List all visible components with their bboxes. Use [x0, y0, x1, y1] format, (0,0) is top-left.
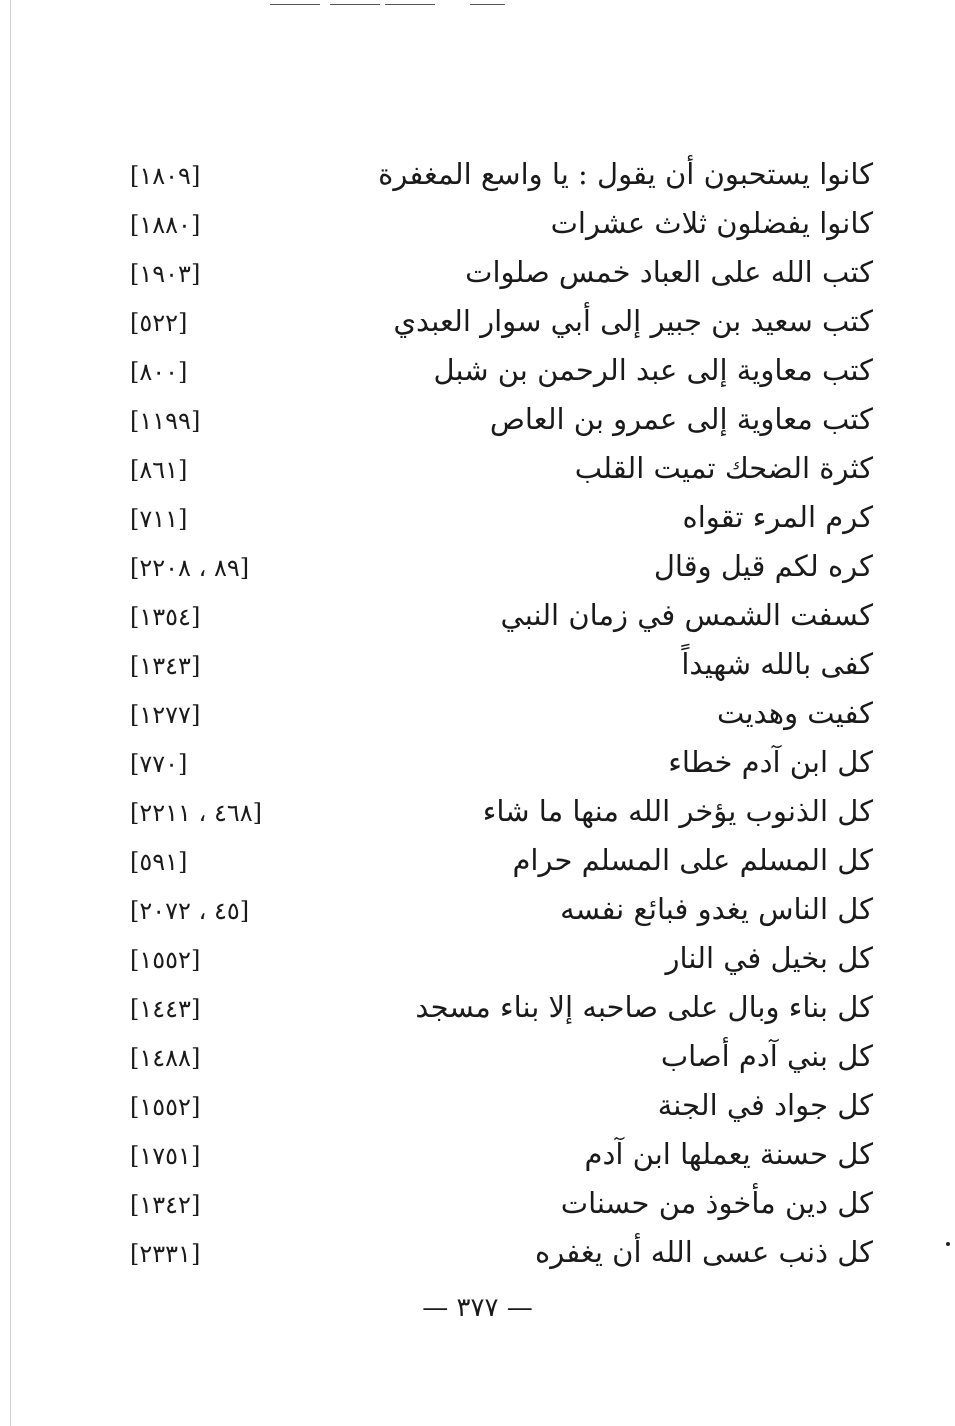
entry-text: كفيت وهديت [717, 696, 873, 730]
entry-text: كرم المرء تقواه [682, 500, 873, 534]
entry-reference: [١٤٨٨] [130, 1044, 201, 1072]
index-entry [0, 787, 955, 835]
entry-reference: [١٧٥١] [130, 1142, 201, 1170]
entry-reference: [١٥٥٢] [130, 1093, 201, 1121]
entry-reference: [١١٩٩] [130, 407, 201, 435]
index-entry [0, 1130, 955, 1178]
page-number: — ٣٧٧ — [422, 1293, 533, 1323]
entry-reference: [١٢٧٧] [130, 701, 201, 729]
entry-reference: [١٩٠٣] [130, 260, 201, 288]
index-entry [0, 1228, 955, 1276]
entry-text: كل جواد في الجنة [657, 1088, 873, 1122]
entry-reference: [٥٩١] [130, 848, 188, 876]
entry-reference: [٥٢٢] [130, 309, 188, 337]
index-entry [0, 346, 955, 394]
entry-text: كانوا يفضلون ثلاث عشرات [550, 206, 873, 240]
entry-text: كتب معاوية إلى عمرو بن العاص [489, 402, 873, 436]
index-entry [0, 297, 955, 345]
entry-reference: [١٣٤٢] [130, 1191, 201, 1219]
index-entry [0, 1032, 955, 1080]
index-entry [0, 591, 955, 639]
index-entry [0, 150, 955, 198]
entry-reference: [٨٠٠] [130, 358, 188, 386]
entry-text: كثرة الضحك تميت القلب [574, 451, 873, 485]
index-entry [0, 542, 955, 590]
entry-reference: [١٣٤٣] [130, 652, 201, 680]
index-entry [0, 934, 955, 982]
entry-text: كل المسلم على المسلم حرام [512, 843, 873, 877]
index-entry [0, 640, 955, 688]
entry-reference: [١٤٤٣] [130, 995, 201, 1023]
entry-reference: [٤٥ ، ٢٠٧٢] [130, 897, 250, 925]
index-entry [0, 444, 955, 492]
index-entry [0, 493, 955, 541]
entry-text: كره لكم قيل وقال [653, 549, 873, 583]
entry-reference: [٧١١] [130, 505, 188, 533]
entry-reference: [١٣٥٤] [130, 603, 201, 631]
entry-text: كانوا يستحبون أن يقول : يا واسع المغفرة [378, 157, 873, 191]
entry-text: كل حسنة يعملها ابن آدم [584, 1137, 873, 1171]
entry-reference: [١٨٠٩] [130, 162, 201, 190]
entry-text: كل الناس يغدو فبائع نفسه [560, 892, 873, 926]
entry-text: كل الذنوب يؤخر الله منها ما شاء [482, 794, 873, 828]
index-entry [0, 248, 955, 296]
top-rule-marks [270, 0, 510, 8]
index-entry [0, 738, 955, 786]
entry-reference: [٢٣٣١] [130, 1240, 201, 1268]
entry-text: كل دين مأخوذ من حسنات [560, 1186, 873, 1220]
entry-text: كل بخيل في النار [665, 941, 873, 975]
entry-reference: [٤٦٨ ، ٢٢١١] [130, 799, 262, 827]
index-entry [0, 983, 955, 1031]
index-entry [0, 689, 955, 737]
entry-reference: [٨٩ ، ٢٢٠٨] [130, 554, 250, 582]
entry-reference: [٧٧٠] [130, 750, 188, 778]
entry-text: كل ابن آدم خطاء [668, 745, 873, 779]
entry-text: كتب سعيد بن جبير إلى أبي سوار العبدي [393, 304, 873, 338]
entry-text: كل بني آدم أصاب [660, 1039, 873, 1073]
entry-text: كل ذنب عسى الله أن يغفره [535, 1235, 873, 1269]
index-entry [0, 199, 955, 247]
index-entry [0, 1179, 955, 1227]
margin-speck [946, 1242, 950, 1246]
entry-reference: [٨٦١] [130, 456, 188, 484]
index-entry [0, 395, 955, 443]
index-entry [0, 836, 955, 884]
entry-reference: [١٥٥٢] [130, 946, 201, 974]
index-entry [0, 1081, 955, 1129]
entry-text: كسفت الشمس في زمان النبي [500, 598, 873, 632]
entry-reference: [١٨٨٠] [130, 211, 201, 239]
entry-text: كل بناء وبال على صاحبه إلا بناء مسجد [415, 990, 873, 1024]
entry-text: كفى بالله شهيداً [681, 647, 873, 681]
entry-text: كتب الله على العباد خمس صلوات [465, 255, 873, 289]
index-entry [0, 885, 955, 933]
entry-text: كتب معاوية إلى عبد الرحمن بن شبل [433, 353, 873, 387]
